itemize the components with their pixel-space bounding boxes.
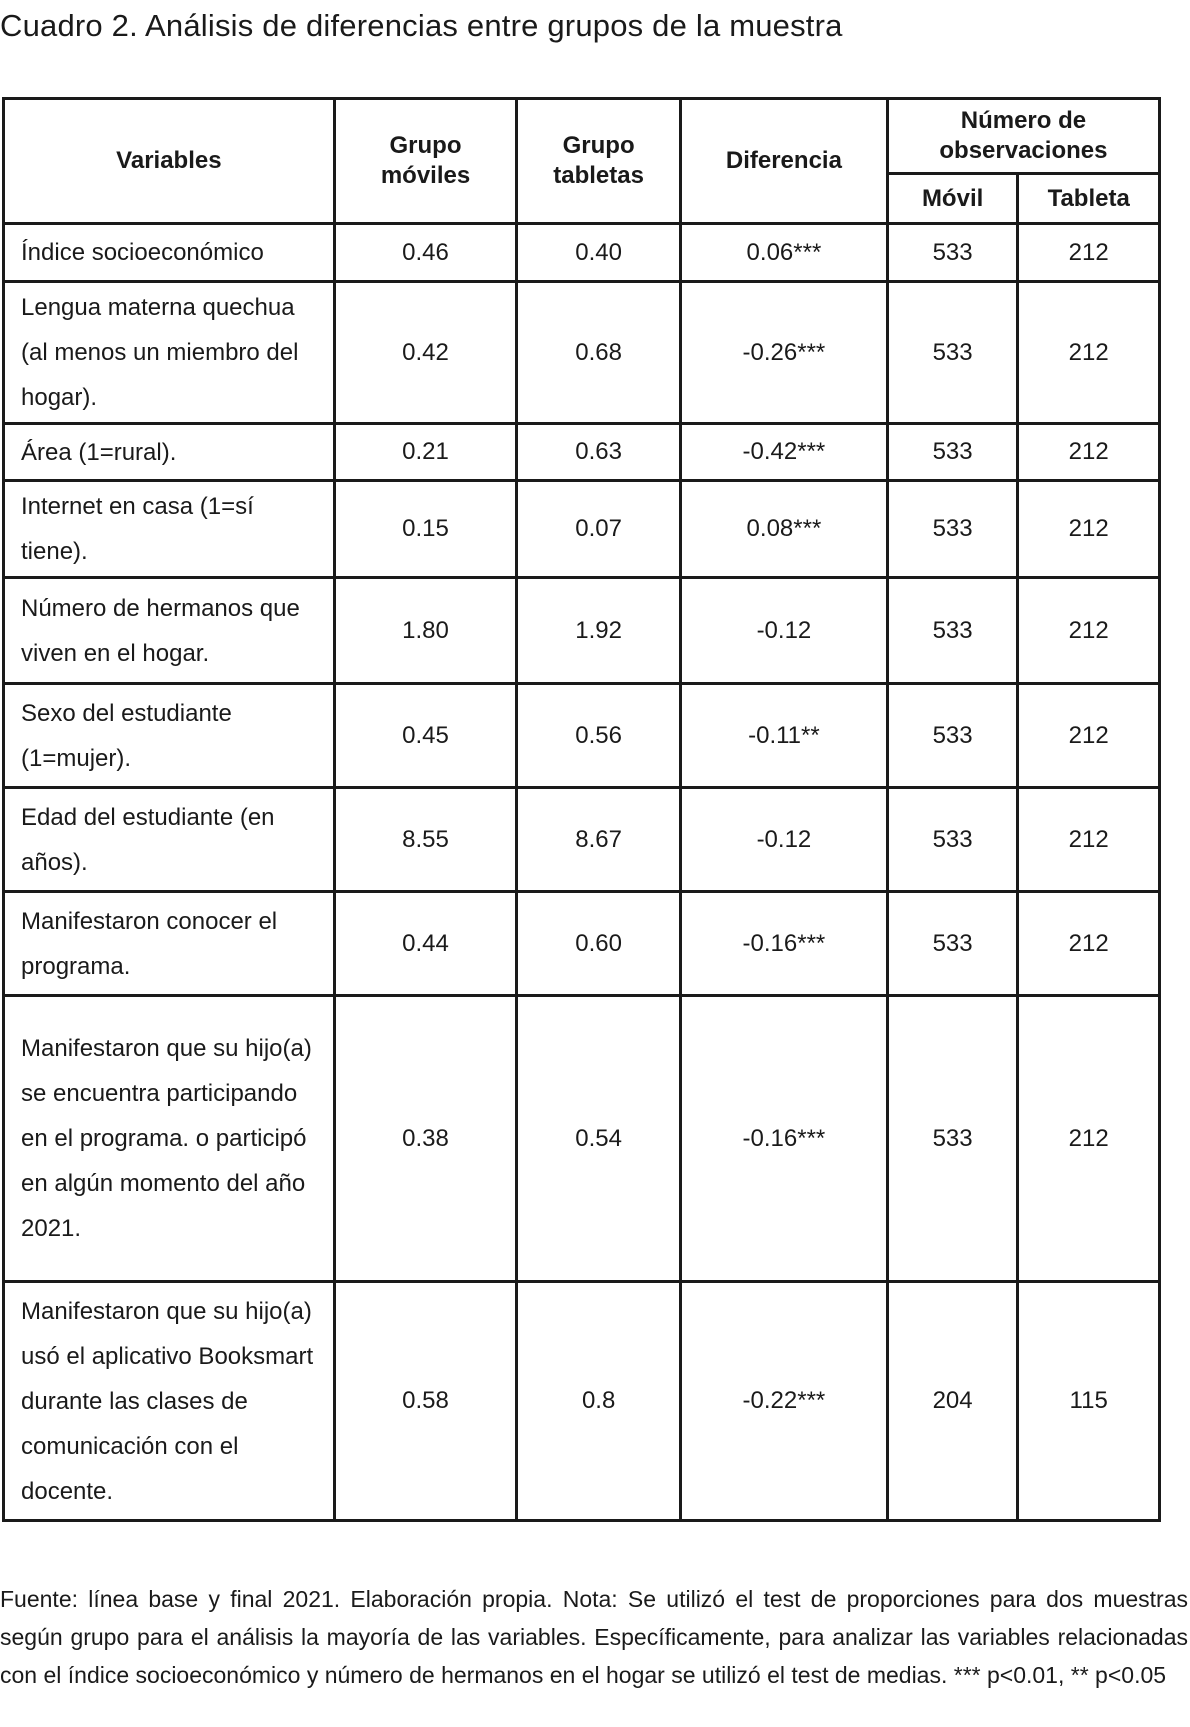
cell-moviles: 0.46 <box>334 224 517 282</box>
cell-variable: Índice socioeconómico <box>4 224 335 282</box>
table-row <box>4 481 1160 578</box>
header-grupo-tabletas-line1: Grupo <box>562 132 635 159</box>
cell-n-tableta: 212 <box>1018 224 1160 282</box>
header-tableta: Tableta <box>1018 174 1160 224</box>
cell-n-movil: 533 <box>887 481 1018 578</box>
cell-tabletas: 0.56 <box>517 684 681 788</box>
cell-diferencia: -0.42*** <box>680 424 887 481</box>
cell-diferencia: 0.08*** <box>680 481 887 578</box>
cell-variable: Manifestaron conocer el programa. <box>4 892 335 996</box>
cell-diferencia: -0.16*** <box>680 892 887 996</box>
cell-moviles: 0.15 <box>334 481 517 578</box>
cell-n-movil: 533 <box>887 224 1018 282</box>
cell-tabletas: 0.60 <box>517 892 681 996</box>
cell-moviles: 0.45 <box>334 684 517 788</box>
header-grupo-moviles-line1: Grupo <box>389 132 462 159</box>
header-grupo-moviles-line2: móviles <box>380 162 471 189</box>
cell-diferencia: -0.11** <box>680 684 887 788</box>
table-row <box>4 578 1160 684</box>
header-grupo-tabletas <box>517 99 681 224</box>
table-row <box>4 424 1160 481</box>
cell-n-tableta: 212 <box>1018 684 1160 788</box>
cell-variable: Área (1=rural). <box>4 424 335 481</box>
cell-n-tableta: 212 <box>1018 996 1160 1282</box>
cell-diferencia: 0.06*** <box>680 224 887 282</box>
cell-n-movil: 533 <box>887 424 1018 481</box>
cell-diferencia: -0.22*** <box>680 1282 887 1521</box>
cell-moviles: 8.55 <box>334 788 517 892</box>
cell-variable: Internet en casa (1=sí tiene). <box>4 481 335 578</box>
header-numero-observaciones <box>887 99 1159 174</box>
table-row <box>4 1282 1160 1521</box>
cell-n-tableta: 212 <box>1018 578 1160 684</box>
table-row <box>4 224 1160 282</box>
cell-n-tableta: 212 <box>1018 424 1160 481</box>
cell-variable: Número de hermanos que viven en el hogar. <box>4 578 335 684</box>
cell-n-movil: 533 <box>887 282 1018 424</box>
table-row <box>4 282 1160 424</box>
cell-variable: Lengua materna quechua (al menos un miembro del hogar). <box>4 282 335 424</box>
cell-tabletas: 0.54 <box>517 996 681 1282</box>
cell-n-movil: 204 <box>887 1282 1018 1521</box>
cell-variable: Edad del estudiante (en años). <box>4 788 335 892</box>
cell-moviles: 0.42 <box>334 282 517 424</box>
header-movil: Móvil <box>887 174 1018 224</box>
cell-tabletas: 0.40 <box>517 224 681 282</box>
table-header <box>4 99 1160 224</box>
table-caption: Cuadro 2. Análisis de diferencias entre grupos de la muestra <box>0 8 843 43</box>
cell-n-tableta: 212 <box>1018 892 1160 996</box>
table-row <box>4 684 1160 788</box>
cell-moviles: 0.58 <box>334 1282 517 1521</box>
cell-moviles: 0.44 <box>334 892 517 996</box>
cell-moviles: 0.21 <box>334 424 517 481</box>
header-numero-observaciones-line2: observaciones <box>939 137 1108 164</box>
cell-diferencia: -0.12 <box>680 578 887 684</box>
cell-moviles: 0.38 <box>334 996 517 1282</box>
cell-tabletas: 0.8 <box>517 1282 681 1521</box>
cell-diferencia: -0.12 <box>680 788 887 892</box>
header-grupo-tabletas-line2: tabletas <box>553 162 644 189</box>
cell-n-tableta: 115 <box>1018 1282 1160 1521</box>
cell-diferencia: -0.26*** <box>680 282 887 424</box>
cell-tabletas: 1.92 <box>517 578 681 684</box>
table-footnote: Fuente: línea base y final 2021. Elaboración propia. Nota: Se utilizó el test de proporciones para dos muestras según grupo para el análisis la mayoría de las variables. Específicamente, para analizar las variables relacionadas con el índice socioeconómico y número de hermanos en el hogar se utilizó el test de medias. *** p<0.01, ** p<0.05 <box>0 1586 1188 1688</box>
cell-variable: Sexo del estudiante (1=mujer). <box>4 684 335 788</box>
cell-n-tableta: 212 <box>1018 481 1160 578</box>
cell-variable: Manifestaron que su hijo(a) se encuentra participando en el programa. o participó en algún momento del año 2021. <box>4 996 335 1282</box>
header-diferencia: Diferencia <box>680 99 887 224</box>
cell-n-movil: 533 <box>887 788 1018 892</box>
cell-n-movil: 533 <box>887 996 1018 1282</box>
table-row <box>4 892 1160 996</box>
header-numero-observaciones-line1: Número de <box>960 107 1087 134</box>
cell-tabletas: 0.07 <box>517 481 681 578</box>
cell-variable: Manifestaron que su hijo(a) usó el aplicativo Booksmart durante las clases de comunicación con el docente. <box>4 1282 335 1521</box>
cell-n-movil: 533 <box>887 892 1018 996</box>
table-row <box>4 788 1160 892</box>
cell-diferencia: -0.16*** <box>680 996 887 1282</box>
cell-tabletas: 0.68 <box>517 282 681 424</box>
header-variables: Variables <box>4 99 335 224</box>
cell-tabletas: 8.67 <box>517 788 681 892</box>
header-grupo-moviles <box>334 99 517 224</box>
cell-n-tableta: 212 <box>1018 788 1160 892</box>
table-row <box>4 996 1160 1282</box>
table-body <box>4 224 1160 1521</box>
cell-n-movil: 533 <box>887 578 1018 684</box>
cell-tabletas: 0.63 <box>517 424 681 481</box>
cell-n-movil: 533 <box>887 684 1018 788</box>
data-table <box>2 97 1161 1522</box>
cell-n-tableta: 212 <box>1018 282 1160 424</box>
cell-moviles: 1.80 <box>334 578 517 684</box>
